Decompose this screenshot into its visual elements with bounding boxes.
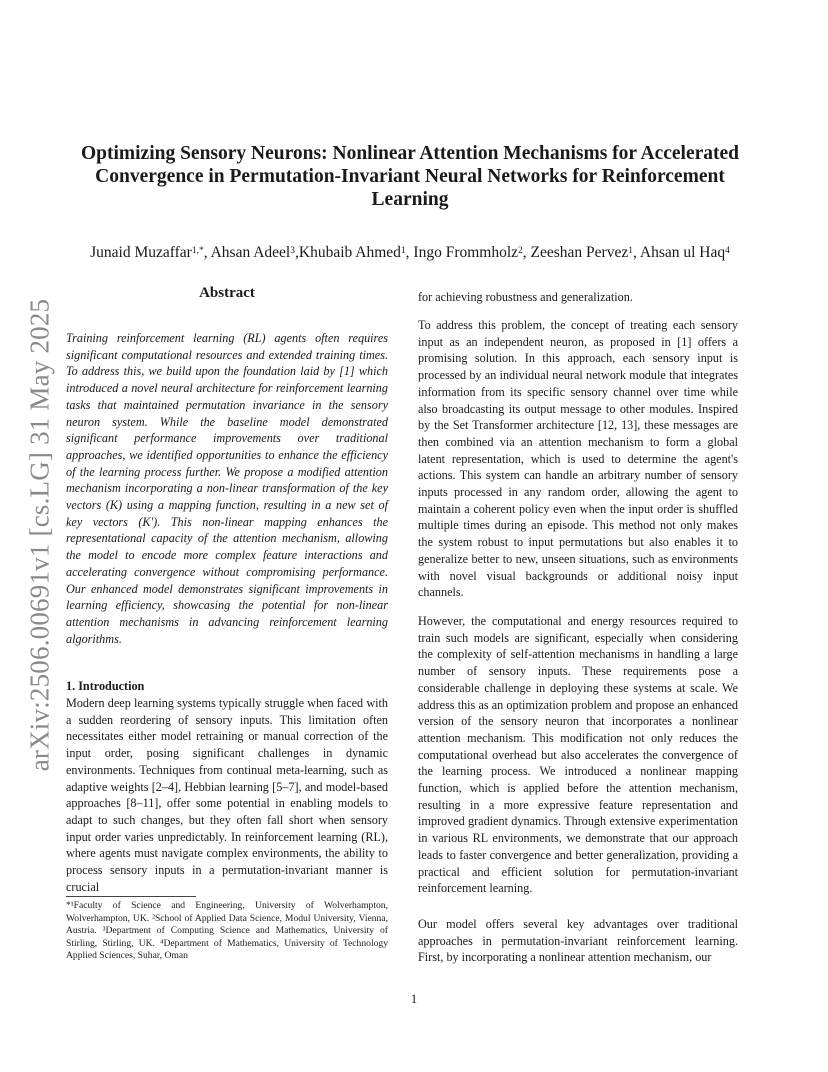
author-name: Ahsan ul Haq [639,244,726,261]
footnote-divider [66,896,196,897]
introduction-paragraph-2: To address this problem, the concept of treating each sensory input as an independent neuron, as proposed in [1] offers a promising solution. In this approach, each sensory input is processed by an individual neural network module that integrates information from its specific sensory channel over time while also broadcasting its output message to other modules. Inspired by the Set Transformer architecture [12, 13], these messages are then combined via an attention mechanism to form a global latent representation, which is used to determine the agent's actions. This system can handle an arbitrary number of sensory inputs processed in any random order, allowing the agent to maintain a coherent policy even when the input order is shuffled multiple times during an episode. This method not only makes the system robust to input permutations but also enables it to generalize better to new, unseen situations, such as environments with novel visual backgrounds or additional noisy input channels. [418,318,738,600]
abstract-text: Training reinforcement learning (RL) agents often requires significant computational resources and extended training times. To address this, we build upon the foundation laid by [1] which introduced a novel neural architecture for reinforcement learning tasks that maintained permutation invariance in the sensory neuron system. While the baseline model demonstrated significant performance improvements over traditional approaches, we identified opportunities to enhance the efficiency of the learning process further. We propose a modified attention mechanism incorporating a non-linear transformation of the key vectors (K) using a mapping function, resulting in a new set of key vectors (K'). This non-linear mapping enhances the representational capacity of the attention mechanism, allowing the model to encode more complex feature interactions and accelerating convergence without compromising performance. Our enhanced model demonstrates significant improvements in learning efficiency, showcasing the potential for non-linear attention mechanisms in advancing reinforcement learning algorithms. [66,331,388,646]
author-affiliation-mark: 3 [290,246,295,256]
introduction-paragraph-3: However, the computational and energy resources required to train such models are significant, especially when considering the complexity of self-attention mechanisms in handling a large number of sensory inputs. These requirements pose a considerable challenge in deploying these systems at scale. We address this as an optimization problem and propose an enhanced version of the sensory neuron that incorporates a nonlinear attention mechanism. This modification not only reduces the computational overhead but also accelerates the convergence of the learning process. We introduced a nonlinear mapping function, which is applied before the attention mechanism, resulting in a more expressive feature representation and improved gradient dynamics. Through extensive experimentation in various RL environments, we demonstrate that our approach leads to faster convergence and better generalization, providing a practical and efficient solution for permutation-invariant reinforcement learning. [418,614,738,896]
affiliations-footnote: *¹Faculty of Science and Engineering, University of Wolverhampton, Wolverhampton, UK. ²School of Applied Data Science, Modul University, Vienna, Austria. ³Department of Computing Science and Mathematics, University of Stirling, Stirling, UK. ⁴Department of Mathematics, University of Technology Applied Sciences, Suhar, Oman [66,900,388,961]
section-heading-introduction: 1. Introduction [66,679,145,693]
author-name: Ahsan Adeel [210,244,291,261]
author-affiliation-mark: 2 [518,246,523,256]
author-affiliation-mark: 1,* [191,246,204,256]
author-affiliation-mark: 4 [725,246,730,256]
paper-title: Optimizing Sensory Neurons: Nonlinear Attention Mechanisms for Accelerated Convergence in Permutation-Invariant Neural Networks for Reinforcement Learning [80,143,740,210]
page-number: 1 [410,992,418,1006]
author-name: Khubaib Ahmed [298,244,401,261]
author-name: Junaid Muzaffar [90,244,192,261]
author-name: Ingo Frommholz [413,244,519,261]
introduction-paragraph-4: Our model offers several key advantages over traditional approaches in permutation-invariant reinforcement learning. First, by incorporating a nonlinear attention mechanism, our [418,917,738,965]
author-list: Junaid Muzaffar$^{1,*}$, Ahsan Adeel$^3$,Khubaib Ahmed$^1$, Ingo Frommholz$^2$, Zeeshan Pervez$^1$, Ahsan ul Haq$^4$ [90,244,730,261]
author-name: Zeeshan Pervez [530,244,629,261]
author-affiliation-mark: 1 [400,246,406,256]
introduction-paragraph-1: Modern deep learning systems typically struggle when faced with a sudden reordering of sensory inputs. This limitation often necessitates either model retraining or manual correction of the input order, posing significant challenges in dynamic environments. Techniques from continual meta-learning, such as adaptive weights [2–4], Hebbian learning [5–7], and model-based approaches [8–11], offer some potential in enabling models to adapt to such changes, but they often fall short when sensory input order varies unpredictably. In reinforcement learning (RL), where agents must navigate complex environments, the ability to process sensory inputs in a permutation-invariant manner is crucial [66,696,388,894]
author-affiliation-mark: 1 [628,246,633,256]
introduction-paragraph-continuation: for achieving robustness and generalization. [418,290,633,304]
abstract-heading: Abstract [199,285,255,301]
arxiv-identifier-text: arXiv:2506.00691v1 [cs.LG] 31 May 2025 [24,298,55,772]
arxiv-identifier [20,290,60,780]
